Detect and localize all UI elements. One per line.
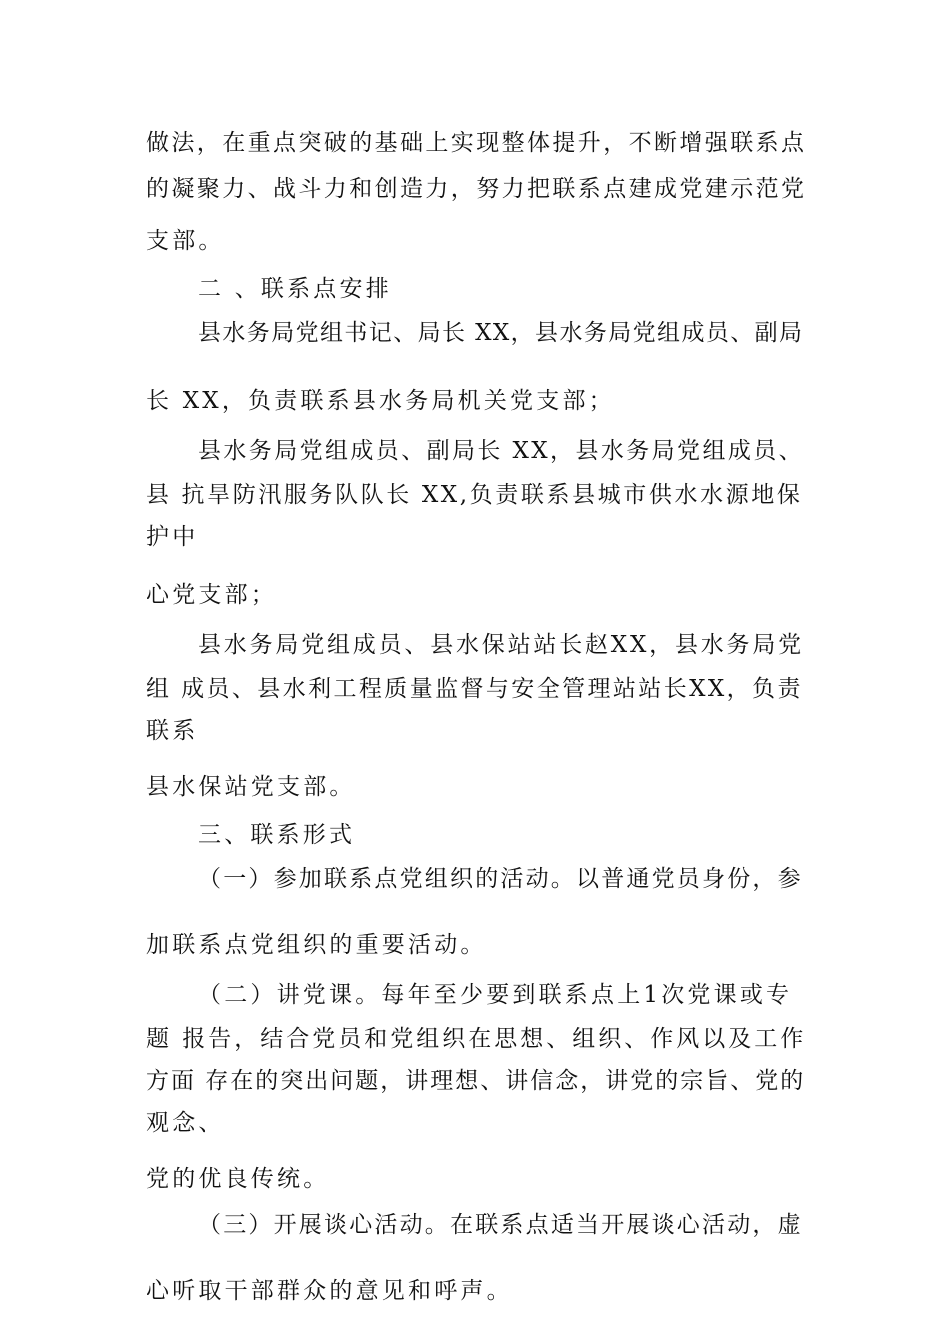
paragraph-line: 加联系点党组织的重要活动。 bbox=[146, 932, 487, 958]
paragraph-line: 联系 bbox=[146, 718, 199, 744]
paragraph-line: 县水务局党组成员、副局长 XX，县水务局党组成员、 bbox=[198, 438, 805, 464]
paragraph-line: （二）讲党课。每年至少要到联系点上1次党课或专 bbox=[198, 982, 793, 1008]
paragraph-line: 心听取干部群众的意见和呼声。 bbox=[146, 1278, 513, 1304]
paragraph-line: 组 成员、县水利工程质量监督与安全管理站站长XX，负责 bbox=[146, 676, 803, 702]
paragraph-line: （一）参加联系点党组织的活动。以普通党员身份，参 bbox=[198, 866, 803, 892]
paragraph-line: 长 XX，负责联系县水务局机关党支部； bbox=[146, 388, 615, 414]
paragraph-line: 党的优良传统。 bbox=[146, 1166, 330, 1192]
paragraph-line: 护中 bbox=[146, 524, 199, 550]
paragraph-line: 县 抗旱防汛服务队队长 XX,负责联系县城市供水水源地保 bbox=[146, 482, 803, 508]
paragraph-line: 支部。 bbox=[146, 228, 225, 254]
paragraph-line: 县水务局党组书记、局长 XX，县水务局党组成员、副局 bbox=[198, 320, 804, 346]
paragraph-line: 方面 存在的突出问题，讲理想、讲信念，讲党的宗旨、党的 bbox=[146, 1068, 806, 1094]
paragraph-line: 的凝聚力、战斗力和创造力，努力把联系点建成党建示范党 bbox=[146, 176, 807, 202]
paragraph-line: 观念、 bbox=[146, 1110, 225, 1136]
section-heading: 二 、联系点安排 bbox=[198, 276, 392, 302]
paragraph-line: 心党支部； bbox=[146, 582, 277, 608]
paragraph-line: 县水保站党支部。 bbox=[146, 774, 356, 800]
paragraph-line: 做法，在重点突破的基础上实现整体提升，不断增强联系点 bbox=[146, 130, 807, 156]
section-heading: 三、联系形式 bbox=[198, 822, 356, 848]
paragraph-line: 县水务局党组成员、县水保站站长赵XX，县水务局党 bbox=[198, 632, 804, 658]
paragraph-line: （三）开展谈心活动。在联系点适当开展谈心活动，虚 bbox=[198, 1212, 803, 1238]
paragraph-line: 题 报告，结合党员和党组织在思想、组织、作风以及工作 bbox=[146, 1026, 807, 1052]
